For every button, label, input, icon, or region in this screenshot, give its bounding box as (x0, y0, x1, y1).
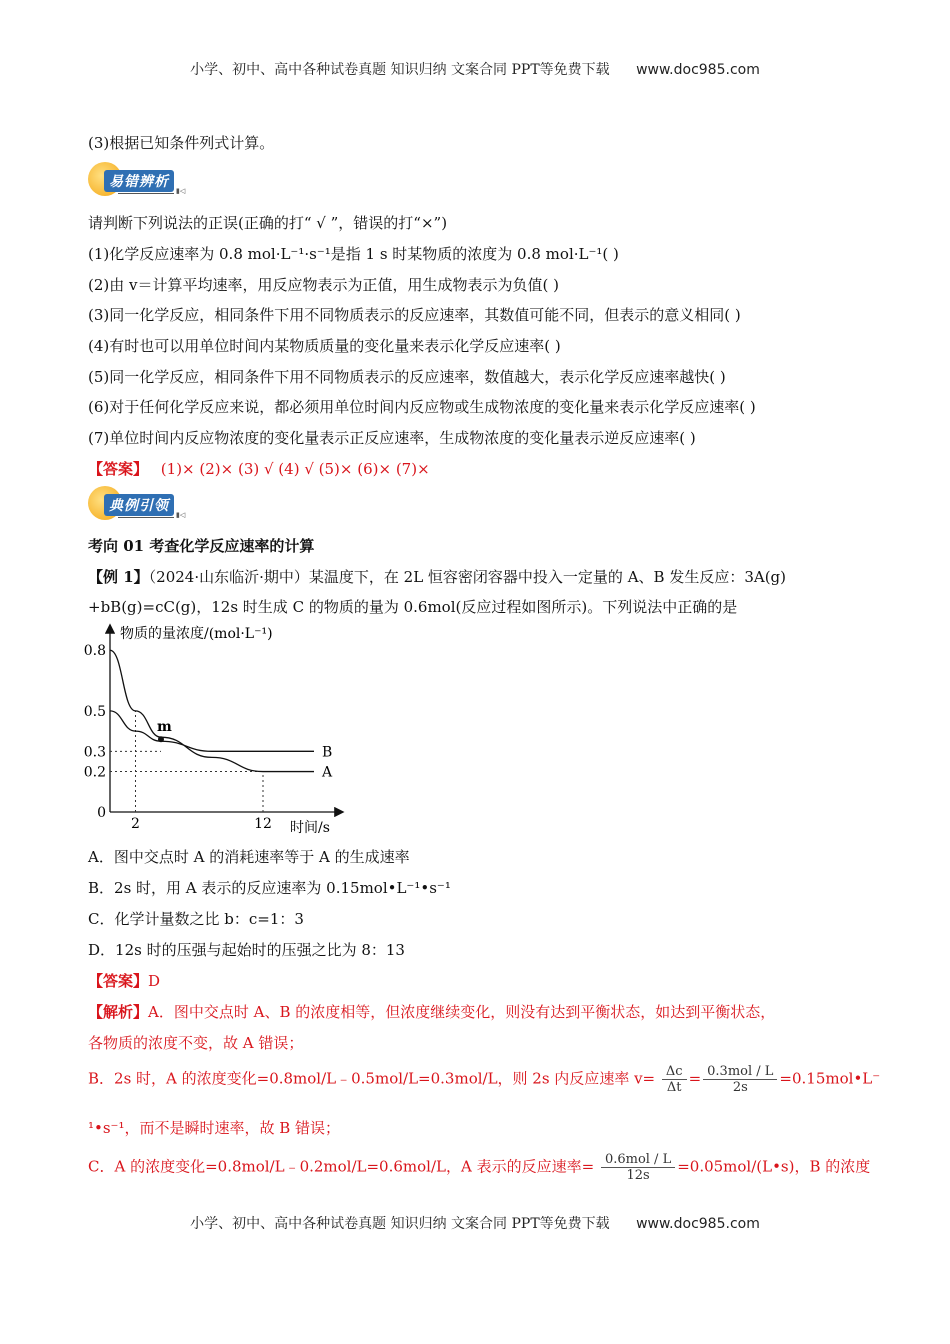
frac-den: 2s (732, 1080, 748, 1095)
analysis-a2: 各物质的浓度不变，故 A 错误； (88, 1034, 304, 1052)
frac-den: Δt (666, 1080, 682, 1095)
fraction-value (703, 1064, 777, 1095)
chart-marks (84, 643, 333, 832)
series-line-B (110, 711, 314, 751)
analysis-a1: A．图中交点时 A、B 的浓度相等，但浓度继续变化，则没有达到平衡状态，如达到平衡状态， (148, 1003, 776, 1021)
example-label: 【例 1】 (88, 568, 149, 586)
judge-prompt: 请判断下列说法的正误(正确的打“ √ ”，错误的打“×”) (88, 214, 448, 232)
y-tick-label: 0.8 (84, 643, 106, 660)
frac-num: Δc (662, 1064, 687, 1080)
example-line-2: +bB(g)=cC(g)，12s 时生成 C 的物质的量为 0.6mol(反应过程如图所示)。下列说法中正确的是 (88, 598, 738, 616)
judge-item-1: (1)化学反应速率为 0.8 mol·L⁻¹·s⁻¹是指 1 s 时某物质的浓度为 0.8 mol·L⁻¹( ) (88, 245, 619, 263)
option-d: D．12s 时的压强与起始时的压强之比为 8：13 (88, 941, 405, 959)
x-tick-label: 12 (254, 816, 272, 832)
badge-label: 典例引领 (104, 494, 174, 516)
judge-item-2: (2)由 v＝计算平均速率，用反应物表示为正值，用生成物表示为负值( ) (88, 276, 559, 294)
judge-answer (88, 458, 430, 479)
fraction-delta (662, 1064, 687, 1095)
analysis-c-post: =0.05mol/(L•s)，B 的浓度 (677, 1157, 871, 1176)
option-a: A．图中交点时 A 的消耗速率等于 A 的生成速率 (88, 848, 410, 866)
footer-site: www.doc985.com (636, 1216, 760, 1232)
judge-item-3: (3)同一化学反应，相同条件下用不同物质表示的反应速率，其数值可能不同，但表示的意义相同( ) (88, 306, 741, 324)
intersection-point (158, 736, 164, 742)
x-tick-label: 2 (131, 816, 140, 832)
badge-rule (118, 517, 174, 518)
judge-item-4: (4)有时也可以用单位时间内某物质质量的变化量来表示化学反应速率( ) (88, 337, 561, 355)
page-footer (0, 1213, 950, 1233)
y-tick-label: 0 (97, 805, 106, 821)
badge-label: 易错辨析 (104, 170, 174, 192)
analysis-b-line: B．2s 时，A 的浓度变化=0.8mol/L﹣0.5mol/L=0.3mol/L，则 2s 内反应速率 v= $\frac{\Delta c}{\Delta t}$ = $\frac{\text{0.3mol / L}}{2s}$ =0.15mol•L⁻ (88, 1064, 881, 1095)
judge-answer-value: (1)× (2)× (3) √ (4) √ (5)× (6)× (7)× (160, 460, 430, 478)
analysis-b2: ¹•s⁻¹，而不是瞬时速率，故 B 错误； (88, 1119, 341, 1137)
page-header (0, 59, 950, 79)
example-text-1: （2024·山东临沂·期中）某温度下，在 2L 恒容密闭容器中投入一定量的 A、B 发生反应：3A(g) (148, 568, 786, 586)
header-text: 小学、初中、高中各种试卷真题 知识归纳 文案合同 PPT等免费下载 (190, 62, 610, 78)
series-line-A (110, 650, 314, 771)
option-c: C．化学计量数之比 b：c=1：3 (88, 910, 304, 928)
intersection-label: m (157, 719, 172, 736)
option-b: B．2s 时，用 A 表示的反应速率为 0.15mol•L⁻¹•s⁻¹ (88, 879, 451, 897)
analysis-c-line (88, 1152, 870, 1183)
badge-error-analysis (88, 160, 188, 200)
analysis-label: 【解析】 (88, 1003, 149, 1021)
judge-answer-label: 【答案】 (88, 460, 149, 478)
answer-line (88, 970, 160, 991)
fraction-value (601, 1152, 675, 1183)
section-title: 考向 01 考查化学反应速率的计算 (88, 537, 315, 555)
intro-line: (3)根据已知条件列式计算。 (88, 134, 275, 152)
series-label-B: B (322, 744, 333, 761)
concentration-chart (84, 618, 354, 838)
answer-label: 【答案】 (88, 972, 149, 990)
analysis-c-pre: C．A 的浓度变化=0.8mol/L﹣0.2mol/L=0.6mol/L，A 表示的反应速率= (88, 1157, 595, 1176)
y-tick-label: 0.5 (84, 703, 106, 720)
analysis-line-1 (88, 1001, 775, 1022)
series-label-A: A (322, 764, 333, 781)
judge-item-6: (6)对于任何化学反应来说，都必须用单位时间内反应物或生成物浓度的变化量来表示化学反应速率( ) (88, 398, 756, 416)
frac-num: 0.3mol / L (703, 1064, 777, 1080)
y-tick-label: 0.2 (84, 764, 106, 781)
header-site: www.doc985.com (636, 62, 760, 78)
footer-text: 小学、初中、高中各种试卷真题 知识归纳 文案合同 PPT等免费下载 (190, 1216, 610, 1232)
badge-typical-example (88, 484, 188, 524)
frac-num: 0.6mol / L (601, 1152, 675, 1168)
judge-item-7: (7)单位时间内反应物浓度的变化量表示正反应速率，生成物浓度的变化量表示逆反应速率( ) (88, 429, 696, 447)
frac-den: 12s (626, 1168, 650, 1183)
x-axis-label: 时间/s (290, 820, 330, 836)
analysis-b-post: =0.15mol•L⁻ (779, 1069, 881, 1088)
badge-rule (118, 193, 174, 194)
judge-item-5: (5)同一化学反应，相同条件下用不同物质表示的反应速率，数值越大，表示化学反应速率越快( ) (88, 368, 726, 386)
example-line-1 (88, 566, 786, 587)
y-axis-label: 物质的量浓度/(mol·L⁻¹) (120, 626, 273, 642)
analysis-b-pre: B．2s 时，A 的浓度变化=0.8mol/L﹣0.5mol/L=0.3mol/L，则 2s 内反应速率 v= (88, 1069, 656, 1088)
y-tick-label: 0.3 (84, 744, 106, 761)
answer-value: D (148, 972, 161, 990)
